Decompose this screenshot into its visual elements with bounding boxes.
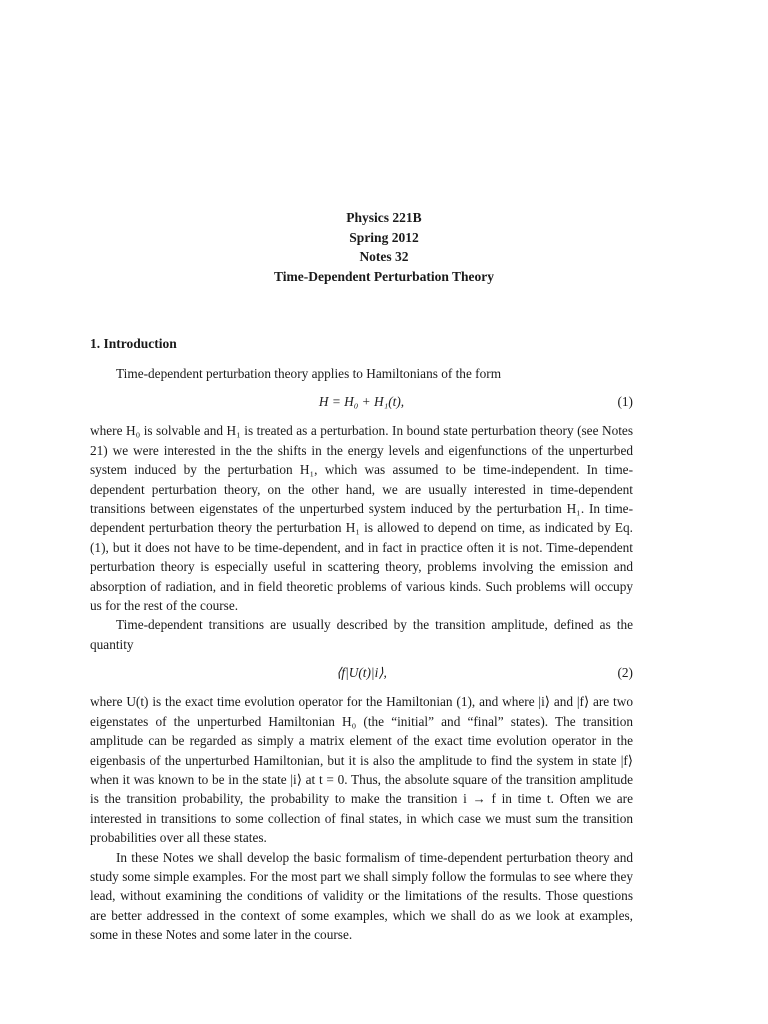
equation-1-expr: H = H₀ + H₁(t), (318, 394, 405, 410)
document-title: Time-Dependent Perturbation Theory (274, 268, 494, 284)
section-heading: 1. Introduction (90, 336, 177, 351)
paragraph-2: where H₀ is solvable and H₁ is treated as a perturbation. In bound state perturbation theory (see Notes 21) we were interested in the the shifts in the energy levels and eigenfunctions of the unperturbed system induced by the perturbation H₁, which was assumed to be time-independent. In time-dependent perturbation theory, on the other hand, we are usually interested in time-dependent transitions between eigenstates of the unperturbed system induced by the perturbation H₁. In time-dependent perturbation theory the perturbation H₁ is allowed to depend on time, as indicated by Eq. (1), but it does not have to be time-dependent, and in fact in practice often it is not. Time-dependent perturbation theory is especially useful in scattering theory, problems involving the emission and absorption of radiation, and in field theoretic problems of various kinds. Such problems will occupy us for the rest of the course. (90, 423, 633, 614)
equation-1 (90, 383, 633, 421)
paragraph-5: In these Notes we shall develop the basic formalism of time-dependent perturbation theory and study some simple examples. For the most part we shall simply follow the formulas to see where they lead, without examining the conditions of validity or the limitations of the results. Those questions are better addressed in the context of some examples, which we shall do as we look at examples, some in these Notes and some later in the course. (90, 849, 633, 943)
body-text (90, 364, 633, 945)
equation-2-expr: ⟨f|U(t)|i⟩, (336, 665, 387, 681)
term: Spring 2012 (349, 229, 419, 245)
paragraph-4: where U(t) is the exact time evolution operator for the Hamiltonian (1), and where |i⟩ and |f⟩ are two eigenstates of the unperturbed Hamiltonian H₀ (the “initial” and “final” states). The transition amplitude can be regarded as simply a matrix element of the exact time evolution operator in the eigenbasis of the unperturbed Hamiltonian, but it is also the amplitude to find the system in state |f⟩ when it was known to be in the state |i⟩ at t = 0. Thus, the absolute square of the transition amplitude is the transition probability, the probability to make the transition i → f in time t. Often we are interested in transitions to some collection of final states, in which case we must sum the transition probabilities over all these states. (90, 694, 633, 846)
course-name: Physics 221B (346, 210, 422, 225)
equation-1-number: (1) (617, 394, 633, 410)
document-header (0, 208, 768, 286)
equation-2-number: (2) (617, 665, 633, 681)
paragraph-3: Time-dependent transitions are usually described by the transition amplitude, defined as the quantity (90, 617, 633, 652)
paragraph-1: Time-dependent perturbation theory applies to Hamiltonians of the form (116, 366, 502, 381)
notes-number: Notes 32 (359, 249, 409, 264)
equation-2 (90, 654, 633, 692)
